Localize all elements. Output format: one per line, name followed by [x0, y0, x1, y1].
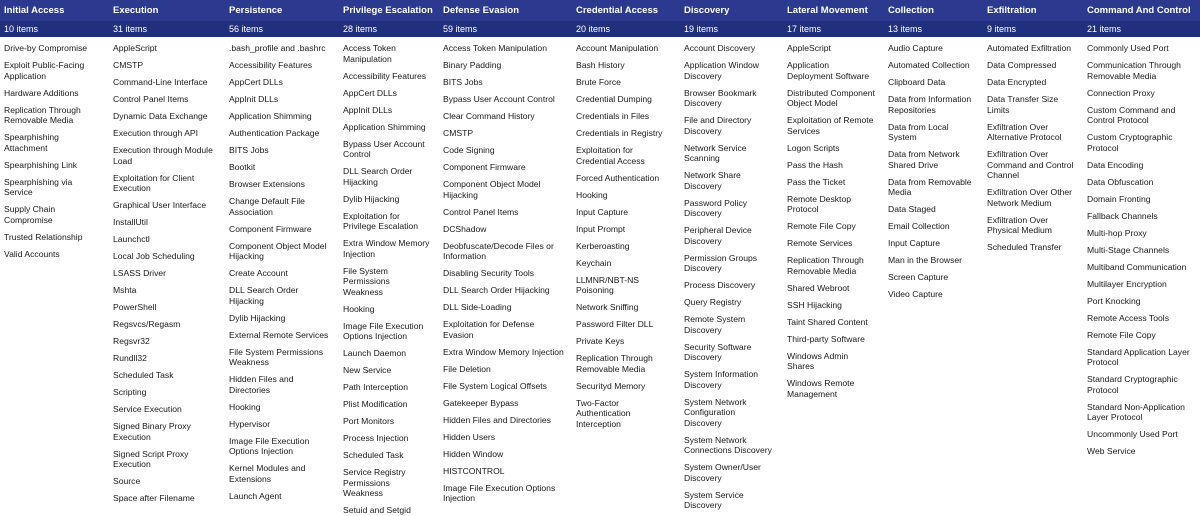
technique-item[interactable]: Exfiltration Over Command and Control Channel — [987, 149, 1074, 180]
technique-item[interactable]: Hidden Users — [443, 431, 496, 442]
technique-item[interactable]: DLL Search Order Hijacking — [229, 285, 299, 306]
technique-item[interactable]: Logon Scripts — [787, 142, 840, 153]
technique-item[interactable]: Remote Services — [787, 238, 853, 248]
technique-item[interactable]: File System Permissions Weakness — [229, 346, 324, 367]
tactic-item-count: 21 items — [1083, 21, 1200, 37]
technique-item[interactable]: Data from Information Repositories — [888, 94, 972, 115]
technique-item[interactable]: Image File Execution Options Injection — [343, 320, 424, 341]
technique-item[interactable]: Dynamic Data Exchange — [113, 111, 208, 121]
technique-item[interactable]: Scripting — [113, 387, 147, 397]
technique-item[interactable]: Data Obfuscation — [1087, 176, 1154, 187]
technique-item[interactable]: Source — [113, 476, 141, 486]
technique-item[interactable]: Exploitation for Defense Evasion — [443, 319, 535, 340]
technique-item[interactable]: Component Firmware — [229, 223, 312, 234]
technique-item[interactable]: Exploitation of Remote Services — [787, 115, 874, 136]
technique-item[interactable]: Drive-by Compromise — [4, 43, 88, 53]
technique-item[interactable]: Data from Local System — [888, 121, 949, 142]
technique-item[interactable]: Dylib Hijacking — [229, 312, 286, 323]
tactic-title[interactable]: Exfiltration — [983, 0, 1083, 21]
technique-item[interactable]: Spearphishing via Service — [4, 176, 73, 197]
tactic-item-count: 20 items — [572, 21, 680, 37]
technique-item[interactable]: External Remote Services — [229, 329, 329, 340]
tactic-title[interactable]: Persistence — [225, 0, 339, 21]
technique-item[interactable]: Change Default File Association — [229, 196, 305, 217]
technique-item[interactable]: Third-party Software — [787, 333, 865, 344]
technique-item[interactable]: Exfiltration Over Other Network Medium — [987, 187, 1073, 208]
technique-item[interactable]: Hidden Window — [443, 448, 504, 459]
technique-list — [680, 37, 783, 511]
technique-item[interactable]: Multi-hop Proxy — [1087, 227, 1147, 238]
tactic-item-count: 17 items — [783, 21, 884, 37]
tactic-column-defense-evasion — [439, 0, 572, 501]
technique-list — [783, 37, 884, 399]
technique-item[interactable]: Regsvcs/Regasm — [113, 319, 181, 329]
technique-item[interactable]: Scheduled Task — [343, 450, 404, 460]
technique-item[interactable]: Plist Modification — [343, 399, 408, 409]
technique-item[interactable]: Windows Remote Management — [787, 378, 855, 399]
technique-item[interactable]: Image File Execution Options Injection — [229, 435, 310, 456]
tactic-title[interactable]: Lateral Movement — [783, 0, 884, 21]
technique-item[interactable]: Gatekeeper Bypass — [443, 397, 519, 408]
technique-item[interactable]: Peripheral Device Discovery — [684, 225, 752, 246]
technique-item[interactable]: CMSTP — [113, 60, 144, 70]
tactic-title[interactable]: Discovery — [680, 0, 783, 21]
technique-item[interactable]: Exfiltration Over Physical Medium — [987, 214, 1052, 235]
technique-item[interactable]: Hypervisor — [229, 418, 271, 429]
technique-item[interactable]: Security Software Discovery — [684, 341, 752, 362]
technique-item[interactable]: Application Window Discovery — [684, 60, 759, 81]
technique-item[interactable]: Extra Window Memory Injection — [343, 238, 430, 259]
technique-item[interactable]: Exploit Public-Facing Application — [4, 60, 85, 81]
technique-item[interactable]: Binary Padding — [443, 60, 502, 70]
technique-item[interactable]: Hardware Additions — [4, 87, 79, 98]
technique-item[interactable]: Bypass User Account Control — [343, 138, 425, 159]
technique-item[interactable]: Keychain — [576, 257, 612, 268]
technique-item[interactable]: Standard Non-Application Layer Protocol — [1087, 401, 1185, 422]
technique-item[interactable]: LSASS Driver — [113, 268, 167, 278]
technique-item[interactable]: Application Shimming — [229, 111, 312, 121]
technique-item[interactable]: HISTCONTROL — [443, 465, 505, 476]
tactic-column-initial-access — [0, 0, 109, 501]
technique-item[interactable]: Data from Removable Media — [888, 176, 972, 197]
technique-list — [884, 37, 983, 300]
technique-item[interactable]: Data from Network Shared Drive — [888, 149, 960, 170]
technique-item[interactable]: Replication Through Removable Media — [576, 353, 653, 374]
technique-item[interactable]: Credentials in Files — [576, 111, 650, 121]
technique-item[interactable]: Hidden Files and Directories — [443, 414, 551, 425]
technique-item[interactable]: Input Capture — [888, 238, 941, 248]
technique-item[interactable]: Execution through Module Load — [113, 145, 213, 166]
technique-item[interactable]: Code Signing — [443, 145, 495, 155]
technique-item[interactable]: AppleScript — [787, 43, 831, 53]
technique-item[interactable]: Control Panel Items — [443, 206, 519, 217]
technique-item[interactable]: AppCert DLLs — [343, 87, 397, 98]
technique-item[interactable]: DCShadow — [443, 223, 487, 234]
technique-item[interactable]: Hooking — [576, 189, 608, 200]
technique-item[interactable]: New Service — [343, 365, 392, 375]
tactic-column-execution — [109, 0, 225, 501]
technique-item[interactable]: Network Sniffing — [576, 302, 639, 312]
technique-item[interactable]: Clear Command History — [443, 111, 535, 121]
technique-item[interactable]: BITS Jobs — [229, 145, 269, 155]
technique-item[interactable]: Connection Proxy — [1087, 87, 1155, 98]
technique-item[interactable]: Component Object Model Hijacking — [229, 240, 327, 261]
technique-item[interactable]: Distributed Component Object Model — [787, 87, 875, 108]
technique-item[interactable]: System Information Discovery — [684, 369, 759, 390]
technique-item[interactable]: Spearphishing Link — [4, 159, 78, 170]
technique-item[interactable]: Component Firmware — [443, 162, 526, 172]
tactic-title[interactable]: Credential Access — [572, 0, 680, 21]
technique-item[interactable]: Mshta — [113, 285, 137, 295]
technique-item[interactable]: Remote File Copy — [787, 221, 856, 231]
technique-item[interactable]: Data Transfer Size Limits — [987, 94, 1059, 115]
technique-item[interactable]: Space after Filename — [113, 493, 195, 503]
technique-item[interactable]: Brute Force — [576, 77, 621, 87]
technique-item[interactable]: Clipboard Data — [888, 77, 946, 87]
tactic-column-persistence — [225, 0, 339, 501]
technique-item[interactable]: Control Panel Items — [113, 94, 189, 104]
tactic-item-count: 10 items — [0, 21, 109, 37]
technique-item[interactable]: Access Token Manipulation — [443, 43, 547, 53]
technique-item[interactable]: Accessibility Features — [343, 70, 427, 81]
technique-item[interactable]: Remote File Copy — [1087, 329, 1156, 340]
technique-item[interactable]: Securityd Memory — [576, 380, 646, 391]
technique-item[interactable]: Data Encoding — [1087, 159, 1144, 170]
technique-item[interactable]: Local Job Scheduling — [113, 251, 195, 261]
tactic-title[interactable]: Defense Evasion — [439, 0, 572, 21]
technique-item[interactable]: Data Compressed — [987, 60, 1057, 70]
technique-item[interactable]: System Service Discovery — [684, 489, 744, 510]
technique-item[interactable]: AppCert DLLs — [229, 77, 283, 87]
tactic-column-privilege-escalation — [339, 0, 439, 515]
technique-item[interactable]: Multi-Stage Channels — [1087, 244, 1170, 255]
technique-item[interactable]: Taint Shared Content — [787, 316, 868, 327]
technique-item[interactable]: Component Object Model Hijacking — [443, 179, 541, 200]
technique-item[interactable]: Bash History — [576, 60, 625, 70]
technique-item[interactable]: Valid Accounts — [4, 248, 60, 259]
technique-item[interactable]: PowerShell — [113, 302, 157, 312]
technique-list — [572, 37, 680, 429]
technique-item[interactable]: Custom Cryptographic Protocol — [1087, 132, 1173, 153]
tactic-item-count: 31 items — [109, 21, 225, 37]
tactic-item-count: 19 items — [680, 21, 783, 37]
technique-item[interactable]: Automated Collection — [888, 60, 970, 70]
technique-item[interactable]: Standard Cryptographic Protocol — [1087, 374, 1178, 395]
technique-item[interactable]: Exploitation for Credential Access — [576, 145, 645, 166]
technique-item[interactable]: Application Deployment Software — [787, 60, 870, 81]
technique-item[interactable]: Remote Access Tools — [1087, 312, 1169, 323]
technique-item[interactable]: Multiband Communication — [1087, 261, 1187, 272]
technique-item[interactable]: DLL Side-Loading — [443, 302, 512, 312]
technique-item[interactable]: Path Interception — [343, 382, 408, 392]
technique-item[interactable]: Execution through API — [113, 128, 199, 138]
technique-item[interactable]: Supply Chain Compromise — [4, 204, 56, 225]
tactic-title[interactable]: Privilege Escalation — [339, 0, 439, 21]
technique-list — [983, 37, 1083, 253]
technique-item[interactable]: File and Directory Discovery — [684, 115, 752, 136]
technique-item[interactable]: Uncommonly Used Port — [1087, 429, 1178, 439]
technique-item[interactable]: AppInit DLLs — [343, 104, 393, 115]
technique-item[interactable]: Account Discovery — [684, 43, 756, 53]
technique-item[interactable]: Replication Through Removable Media — [787, 255, 864, 276]
tactic-item-count: 9 items — [983, 21, 1083, 37]
technique-item[interactable]: Hooking — [343, 303, 375, 314]
technique-item[interactable]: Accessibility Features — [229, 60, 313, 70]
technique-item[interactable]: Spearphishing Attachment — [4, 132, 59, 153]
technique-item[interactable]: Network Service Scanning — [684, 142, 747, 163]
technique-item[interactable]: Input Capture — [576, 206, 629, 217]
technique-item[interactable]: Multilayer Encryption — [1087, 278, 1167, 289]
tactic-column-lateral-movement — [783, 0, 884, 501]
technique-item[interactable]: BITS Jobs — [443, 77, 483, 87]
technique-item[interactable]: System Owner/User Discovery — [684, 462, 761, 483]
technique-item[interactable]: Data Staged — [888, 204, 936, 214]
technique-item[interactable]: Private Keys — [576, 336, 625, 346]
technique-item[interactable]: Remote System Discovery — [684, 314, 746, 335]
technique-item[interactable]: Screen Capture — [888, 272, 949, 282]
technique-item[interactable]: Pass the Ticket — [787, 176, 846, 187]
technique-item[interactable]: Audio Capture — [888, 43, 943, 53]
technique-item[interactable]: DLL Search Order Hijacking — [443, 285, 550, 295]
technique-item[interactable]: File System Permissions Weakness — [343, 265, 390, 297]
technique-item[interactable]: Email Collection — [888, 221, 950, 231]
technique-item[interactable]: System Network Configuration Discovery — [684, 396, 747, 428]
technique-item[interactable]: Extra Window Memory Injection — [443, 346, 564, 357]
technique-item[interactable]: Kernel Modules and Extensions — [229, 463, 306, 484]
technique-item[interactable]: Launch Agent — [229, 490, 282, 501]
technique-item[interactable]: Process Injection — [343, 433, 409, 443]
technique-item[interactable]: Query Registry — [684, 297, 742, 307]
technique-item[interactable]: Launch Daemon — [343, 348, 407, 358]
technique-item[interactable]: Credentials in Registry — [576, 128, 663, 138]
technique-item[interactable]: System Network Connections Discovery — [684, 434, 772, 455]
technique-item[interactable]: Bypass User Account Control — [443, 94, 555, 104]
technique-item[interactable]: Hidden Files and Directories — [229, 374, 294, 395]
technique-item[interactable]: Pass the Hash — [787, 159, 843, 170]
technique-item[interactable]: Bootkit — [229, 162, 256, 172]
technique-item[interactable]: File System Logical Offsets — [443, 380, 547, 391]
tactic-item-count: 28 items — [339, 21, 439, 37]
technique-item[interactable]: Remote Desktop Protocol — [787, 193, 852, 214]
technique-item[interactable]: Input Prompt — [576, 223, 626, 234]
tactic-item-count: 59 items — [439, 21, 572, 37]
technique-item[interactable]: Authentication Package — [229, 128, 320, 138]
technique-item[interactable]: Port Knocking — [1087, 295, 1141, 306]
tactic-column-credential-access — [572, 0, 680, 501]
technique-item[interactable]: Two-Factor Authentication Interception — [576, 397, 631, 429]
technique-item[interactable]: Launchctl — [113, 234, 150, 244]
technique-item[interactable]: Signed Script Proxy Execution — [113, 448, 189, 469]
technique-item[interactable]: Create Account — [229, 268, 288, 278]
technique-item[interactable]: Password Policy Discovery — [684, 197, 748, 218]
technique-item[interactable]: Web Service — [1087, 446, 1136, 456]
technique-item[interactable]: AppleScript — [113, 43, 157, 53]
technique-item[interactable]: Dylib Hijacking — [343, 193, 400, 204]
technique-item[interactable]: Service Registry Permissions Weakness — [343, 467, 406, 498]
technique-item[interactable]: Setuid and Setgid — [343, 505, 411, 515]
technique-item[interactable]: Rundll32 — [113, 353, 147, 363]
technique-item[interactable]: .bash_profile and .bashrc — [229, 43, 326, 53]
technique-item[interactable]: InstallUtil — [113, 217, 148, 227]
technique-item[interactable]: Signed Binary Proxy Execution — [113, 421, 191, 442]
technique-item[interactable]: Disabling Security Tools — [443, 268, 535, 278]
technique-item[interactable]: Man in the Browser — [888, 255, 963, 265]
technique-item[interactable]: Replication Through Removable Media — [4, 104, 81, 125]
technique-item[interactable]: Access Token Manipulation — [343, 43, 396, 64]
technique-item[interactable]: Trusted Relationship — [4, 231, 83, 242]
technique-item[interactable]: SSH Hijacking — [787, 299, 842, 310]
technique-item[interactable]: CMSTP — [443, 128, 474, 138]
technique-item[interactable]: Account Manipulation — [576, 43, 659, 53]
technique-item[interactable]: LLMNR/NBT-NS Poisoning — [576, 274, 640, 295]
technique-item[interactable]: Custom Command and Control Protocol — [1087, 104, 1176, 125]
technique-item[interactable]: Password Filter DLL — [576, 319, 654, 329]
technique-list — [439, 37, 572, 504]
technique-item[interactable]: Hooking — [229, 401, 261, 412]
technique-item[interactable]: Deobfuscate/Decode Files or Information — [443, 240, 554, 261]
tactic-item-count: 56 items — [225, 21, 339, 37]
technique-item[interactable]: Data Encrypted — [987, 77, 1047, 87]
technique-item[interactable]: Scheduled Task — [113, 370, 174, 380]
technique-item[interactable]: Exploitation for Privilege Escalation — [343, 210, 418, 231]
technique-item[interactable]: AppInit DLLs — [229, 94, 279, 104]
tactic-title[interactable]: Initial Access — [0, 0, 109, 21]
technique-item[interactable]: Domain Fronting — [1087, 193, 1151, 204]
technique-item[interactable]: Credential Dumping — [576, 94, 652, 104]
technique-item[interactable]: Application Shimming — [343, 121, 426, 132]
technique-list — [1083, 37, 1200, 457]
technique-item[interactable]: File Deletion — [443, 363, 491, 374]
tactic-column-discovery — [680, 0, 783, 510]
technique-item[interactable]: Windows Admin Shares — [787, 350, 849, 371]
tactic-item-count: 13 items — [884, 21, 983, 37]
technique-item[interactable]: Exploitation for Client Execution — [113, 172, 195, 193]
technique-item[interactable]: Automated Exfiltration — [987, 43, 1072, 53]
technique-item[interactable]: Regsvr32 — [113, 336, 150, 346]
tactic-title[interactable]: Execution — [109, 0, 225, 21]
technique-list — [339, 37, 439, 516]
technique-item[interactable]: Scheduled Transfer — [987, 242, 1062, 252]
technique-item[interactable]: Process Discovery — [684, 280, 756, 290]
technique-item[interactable]: Network Share Discovery — [684, 170, 741, 191]
technique-item[interactable]: Communication Through Removable Media — [1087, 60, 1181, 81]
technique-item[interactable]: Forced Authentication — [576, 172, 660, 183]
tactic-title[interactable]: Collection — [884, 0, 983, 21]
technique-list — [0, 37, 109, 259]
technique-item[interactable]: Image File Execution Options Injection — [443, 482, 556, 503]
technique-item[interactable]: Commonly Used Port — [1087, 43, 1169, 53]
technique-list — [225, 37, 339, 501]
technique-item[interactable]: Port Monitors — [343, 416, 395, 426]
tactic-column-command-and-control — [1083, 0, 1200, 501]
technique-item[interactable]: DLL Search Order Hijacking — [343, 166, 413, 187]
technique-item[interactable]: Video Capture — [888, 289, 943, 299]
tactic-title[interactable]: Command And Control — [1083, 0, 1200, 21]
technique-list — [109, 37, 225, 504]
technique-item[interactable]: Kerberoasting — [576, 240, 630, 251]
technique-item[interactable]: Exfiltration Over Alternative Protocol — [987, 121, 1062, 142]
technique-item[interactable]: Permission Groups Discovery — [684, 252, 758, 273]
technique-item[interactable]: Standard Application Layer Protocol — [1087, 346, 1190, 367]
technique-item[interactable]: Graphical User Interface — [113, 200, 207, 210]
technique-item[interactable]: Fallback Channels — [1087, 210, 1158, 221]
technique-item[interactable]: Shared Webroot — [787, 282, 850, 293]
technique-item[interactable]: Browser Extensions — [229, 179, 305, 189]
tactic-column-exfiltration — [983, 0, 1083, 501]
technique-item[interactable]: Browser Bookmark Discovery — [684, 87, 757, 108]
technique-item[interactable]: Service Execution — [113, 404, 182, 414]
tactic-column-collection — [884, 0, 983, 501]
technique-item[interactable]: Command-Line Interface — [113, 77, 208, 87]
